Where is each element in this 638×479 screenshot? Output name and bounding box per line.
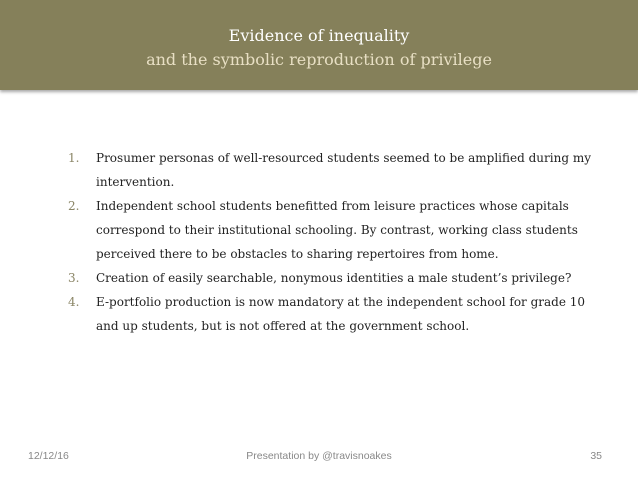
list-item bbox=[68, 146, 598, 194]
page-number: 35 bbox=[590, 450, 602, 462]
list-number: 1. bbox=[68, 151, 80, 165]
slide-title: Evidence of inequality bbox=[228, 26, 410, 45]
list-text: Creation of easily searchable, nonymous identities a male student’s privilege? bbox=[96, 271, 572, 285]
footer-presenter: Presentation by @travisnoakes bbox=[246, 450, 392, 462]
list-text: Prosumer personas of well-resourced students seemed to be amplified during my intervention. bbox=[96, 151, 591, 189]
list-number: 3. bbox=[68, 271, 80, 285]
list-item bbox=[68, 266, 598, 290]
slide-subtitle: and the symbolic reproduction of privilege bbox=[146, 50, 492, 69]
list-number: 4. bbox=[68, 295, 80, 309]
list-text: E-portfolio production is now mandatory at the independent school for grade 10 and up students, but is not offered at the government school. bbox=[96, 295, 586, 333]
title-band bbox=[0, 0, 638, 90]
bullet-list bbox=[68, 146, 598, 338]
footer-date: 12/12/16 bbox=[28, 450, 69, 462]
list-text: Independent school students benefitted from leisure practices whose capitals correspond to their institutional schooling. By contrast, working class students perceived there to be obstacles to sharing repertoires from home. bbox=[96, 199, 578, 261]
list-item bbox=[68, 290, 598, 338]
list-number: 2. bbox=[68, 199, 80, 213]
list-item bbox=[68, 194, 598, 266]
